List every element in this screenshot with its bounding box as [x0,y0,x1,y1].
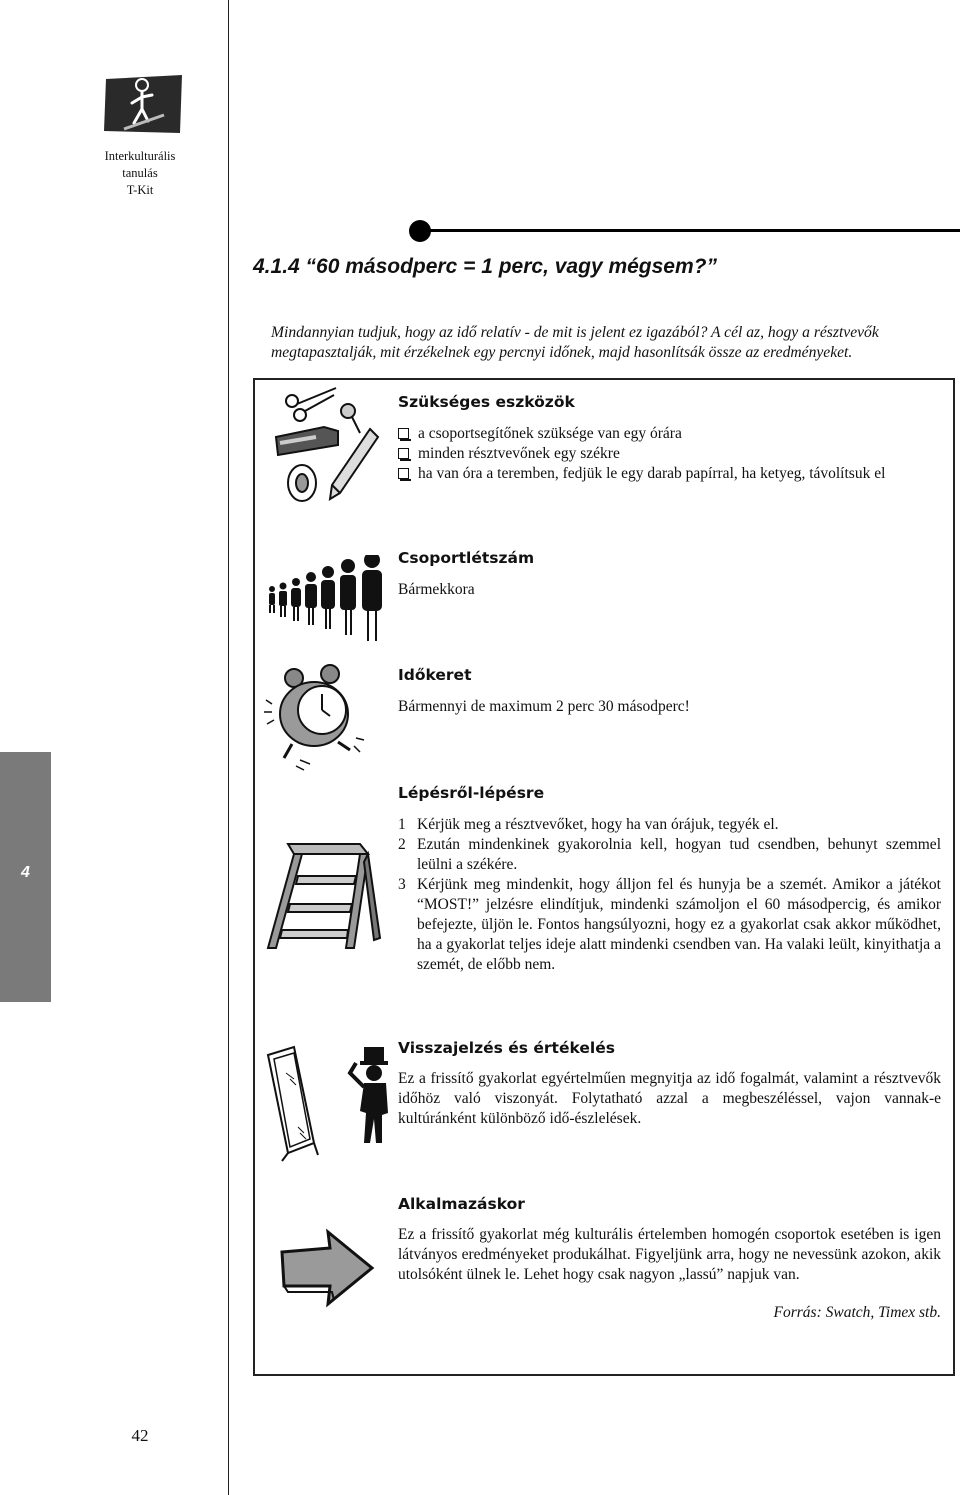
step-item [398,875,941,975]
stepladder-icon [264,840,384,957]
tools-item-text: minden résztvevőnek egy székre [418,445,620,462]
application-title: Alkalmazáskor [398,1195,525,1213]
time-text: Bármennyi de maximum 2 perc 30 másodperc! [398,698,690,715]
step-item [398,815,941,835]
arrow-right-icon [276,1228,376,1313]
step-text: Kérjünk meg mindenkit, hogy álljon fel és hunyja be a szemét. Amikor a játékot “MOST!” jelzésre elindítjuk, mindenki számoljon el 60 másodpercig, és amikor befejezte, üljön le. Fontos hangsúlyozni, hogy ez a gyakorlat csak akkor működhet, ha a gyakorlat teljes ideje alatt mindenki csendben van. Ha valaki leült, kinyithatja a szemét, de előbb nem. [417,876,941,973]
group-text: Bármekkora [398,581,475,598]
alarm-clock-icon [264,664,374,779]
tools-item-text: a csoportsegítőnek szüksége van egy órára [418,425,682,442]
sidebar-title-line: Interkulturális [104,149,176,163]
tools-icon [266,385,386,510]
page-number: 42 [131,1426,149,1445]
checkbox-icon [398,468,409,479]
chapter-tab [0,752,51,1002]
tools-list [398,424,885,484]
sidebar-title-line: T-Kit [126,183,154,197]
tools-list-item [398,464,885,484]
step-number: 2 [398,836,406,853]
step-number: 1 [398,816,406,833]
step-item [398,835,941,875]
t-kit-logo-icon [104,75,184,135]
tools-list-item [398,444,885,464]
source-note: Forrás: Swatch, Timex stb. [773,1304,941,1321]
checkbox-icon [398,428,409,439]
margin-rule [228,0,229,1495]
checkbox-icon [398,448,409,459]
step-number: 3 [398,876,406,893]
steps-title: Lépésről-lépésre [398,784,545,802]
header-rule [420,229,960,232]
page-title: 4.1.4 “60 másodperc = 1 perc, vagy mégsem?” [253,255,717,278]
mirror-person-icon [264,1043,394,1168]
sidebar-title-line: tanulás [122,166,158,180]
application-text: Ez a frissítő gyakorlat még kulturális értelemben homogén csoportok esetében is igen látványos eredményeket produkálhat. Figyeljünk arra, hogy ne nevessünk azokon, akik utolsóként ülnek le. Lehet hogy csak nagyon „lassú” napjuk van. [398,1226,941,1283]
tools-list-item [398,424,885,444]
step-text: Kérjük meg a résztvevőket, hogy ha van órájuk, tegyék el. [417,816,779,833]
sidebar-title [88,148,192,199]
group-title: Csoportlétszám [398,549,535,567]
feedback-title: Visszajelzés és értékelés [398,1039,615,1057]
steps-list [398,815,941,975]
step-text: Ezután mindenkinek gyakorolnia kell, hogyan tud csendben, behunyt szemmel leülni a székére. [417,836,941,873]
time-title: Időkeret [398,666,472,684]
people-row-icon [266,555,390,648]
feedback-text: Ez a frissítő gyakorlat egyértelműen megnyitja az idő fogalmát, valamint a résztvevők időhöz való viszonyát. Folytatható azzal a megbeszéléssel, vajon vannak-e kultúránként különböző idő-észlelések. [398,1070,941,1127]
tools-title: Szükséges eszközök [398,393,575,411]
tools-item-text: ha van óra a teremben, fedjük le egy darab papírral, ha ketyeg, távolítsuk el [418,465,886,482]
header-rule-dot [409,220,431,242]
chapter-tab-label: 4 [21,864,30,881]
intro-text: Mindannyian tudjuk, hogy az idő relatív - de mit is jelent ez igazából? A cél az, hogy a résztvevők megtapasztalják, mit érzékelnek egy percnyi időnek, majd hasonlítsák össze az eredményeket. [271,324,879,361]
